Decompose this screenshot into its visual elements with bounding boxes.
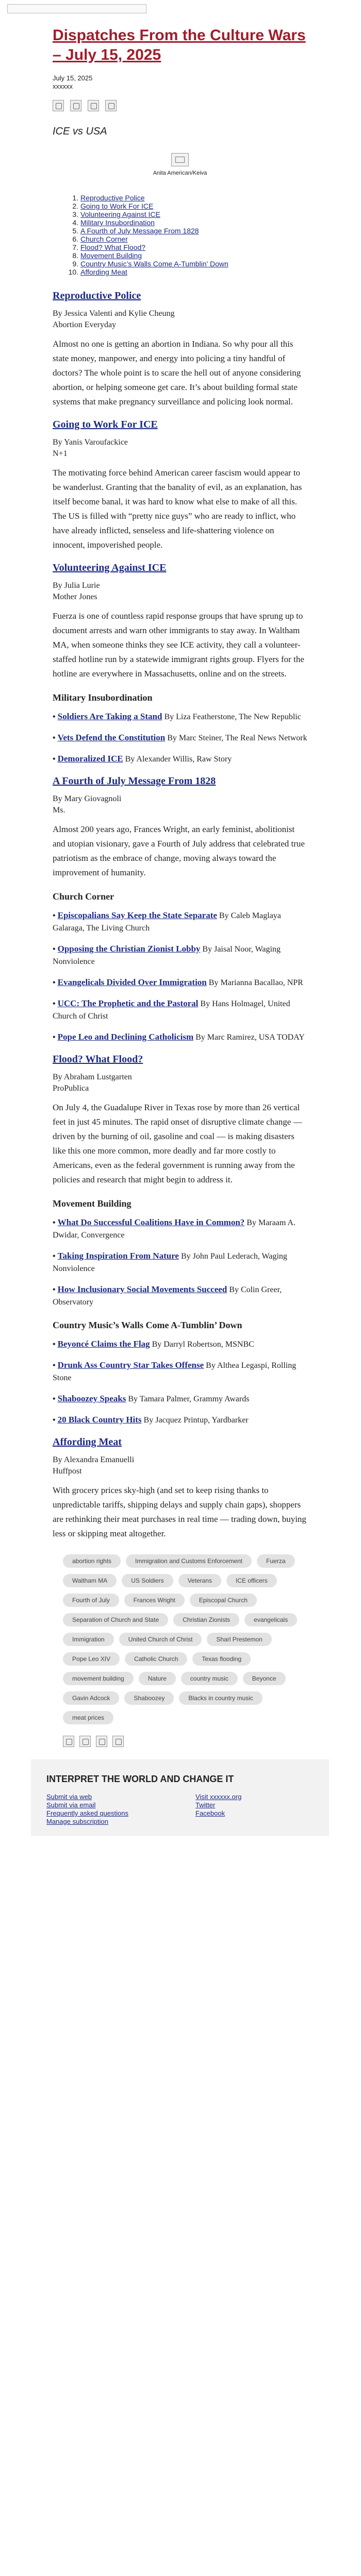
list-item-byline: By Alexander Willis, Raw Story [125,755,232,764]
footer-right-links [195,1793,314,1826]
toc-link[interactable]: Volunteering Against ICE [80,210,160,218]
tag-pill[interactable]: meat prices [63,1711,113,1724]
toc-item [80,194,329,202]
tag-pill[interactable]: Sharl Prestemon [207,1633,271,1646]
list-item: • Vets Defend the Constitution By Marc Steiner, The Real News Network [53,733,307,742]
tag-pill[interactable]: Texas flooding [192,1652,251,1666]
list-item-byline: By Maraam A. Dwidar, Convergence [53,1218,296,1240]
list-item-link[interactable]: Drunk Ass Country Star Takes Offense [57,1360,204,1370]
list-item: • UCC: The Prophetic and the Pastoral By Hans Holmagel, United Church of Christ [53,998,290,1021]
toc-link[interactable]: Country Music’s Walls Come A-Tumblin’ Down [80,260,228,268]
newsletter-body [31,15,329,1836]
toc-link[interactable]: Flood? What Flood? [80,243,146,251]
footer-social-row [63,1736,329,1747]
tag-pill[interactable]: Blacks in country music [179,1691,262,1705]
tag-pill[interactable]: Shaboozey [124,1691,174,1705]
list-item-link[interactable]: Pope Leo and Declining Catholicism [57,1032,194,1042]
list-item-link[interactable]: Episcopalians Say Keep the State Separate [57,910,217,920]
group-heading: Movement Building [53,1198,132,1209]
toc-item [80,251,329,260]
article-byline: By Yanis Varoufackice [53,438,128,447]
list-item: • Beyoncé Claims the Flag By Darryl Robertson, MSNBC [53,1339,254,1349]
submit-web-link[interactable]: Submit via web [46,1793,92,1801]
list-item-byline: By Hans Holmagel, United Church of Christ [53,999,290,1021]
list-item: • What Do Successful Coalitions Have in Common? By Maraam A. Dwidar, Convergence [53,1217,296,1240]
tag-pill[interactable]: Pope Leo XIV [63,1652,120,1666]
tag-pill[interactable]: Immigration [63,1633,114,1646]
hero-image-block [53,153,307,176]
list-item-link[interactable]: Demoralized ICE [57,754,123,764]
list-item: • Shaboozey Speaks By Tamara Palmer, Grammy Awards [53,1394,250,1403]
article-outlet: Ms. [53,806,65,815]
list-item-byline: By Marc Steiner, The Real News Network [167,734,307,742]
toc-link[interactable]: Military Insubordination [80,218,155,227]
manage-subscription-link[interactable]: Manage subscription [46,1818,108,1825]
article-excerpt: Fuerza is one of countless rapid response groups that have sprung up to document arrests and warn other immigrants to stay away. In Waltham MA, when someone thinks they see ICE activity, they call a volunteer-staffed hotline run by a statewide immigrant rights group. Flyers for the hotline are everywhere in Massachusetts, online and on the streets. [53,611,304,679]
article-byline: By Mary Giovagnoli [53,794,122,803]
tag-pill[interactable]: Veterans [178,1574,221,1587]
tag-pill[interactable]: Nature [139,1672,176,1685]
tag-pill[interactable]: abortion rights [63,1554,121,1568]
email-icon[interactable] [88,100,99,111]
list-item-link[interactable]: Taking Inspiration From Nature [57,1251,179,1261]
tag-pill[interactable]: Separation of Church and State [63,1613,168,1626]
article-excerpt: The motivating force behind American career fascism would appear to be wanderlust. Granting that the banality of evil, as an explanation, has itself become banal, it was hard to know what else to make of all this. The US is filled with “pretty nice guys” who are ready to inflict, who have already inflicted, senseless and life-shattering violence on innocent, impoverished people. [53,468,302,550]
list-item-link[interactable]: 20 Black Country Hits [57,1415,142,1425]
tag-pill[interactable]: United Church of Christ [119,1633,202,1646]
tag-pill[interactable]: Gavin Adcock [63,1691,119,1705]
article-volunteering [53,562,307,681]
article-excerpt: On July 4, the Guadalupe River in Texas rose by more than 26 vertical feet in just 45 minutes. The rapid onset of disruptive climate change — driven by the burning of oil, gasoline and coal — is making disasters like this one more common, more deadly and far more costly to Americans, even as the federal government is running away from the policies and research that might begin to address it. [53,1103,302,1184]
tag-pill[interactable]: Frances Wright [124,1594,185,1607]
toc-item [80,227,329,235]
list-item-link[interactable]: Evangelicals Divided Over Immigration [57,977,207,987]
tag-pill[interactable]: US Soldiers [122,1574,173,1587]
list-item-byline: By Liza Featherstone, The New Republic [164,713,301,721]
facebook-icon[interactable] [79,1736,91,1747]
group-heading: Church Corner [53,891,114,902]
article-title[interactable]: Reproductive Police [53,290,141,301]
list-item: • Pope Leo and Declining Catholicism By Marc Ramirez, USA TODAY [53,1032,305,1042]
footer-links [46,1793,314,1826]
article-reproductive [53,290,307,409]
article-excerpt: Almost 200 years ago, Frances Wright, an early feminist, abolitionist and utopian visionary, gave a Fourth of July address that celebrated true patriotism as the embrace of change, moving always toward the improvement of humanity. [53,824,305,877]
tag-pill[interactable]: movement building [63,1672,134,1685]
toc-link[interactable]: Reproductive Police [80,194,145,202]
tag-pill[interactable]: Episcopal Church [190,1594,257,1607]
list-item-byline: By Jaisal Noor, Waging Nonviolence [53,945,281,966]
toc-link[interactable]: Church Corner [80,235,128,243]
hero-image [171,153,189,166]
issue-kicker: ICE vs USA [53,126,107,137]
list-item: • 20 Black Country Hits By Jacquez Printup, Yardbarker [53,1415,249,1425]
group-heading: Country Music’s Walls Come A-Tumblin’ Down [53,1320,242,1330]
table-of-contents [67,194,329,276]
article-title[interactable]: Going to Work For ICE [53,419,158,430]
toc-item [80,260,329,268]
facebook-link[interactable]: Facebook [195,1809,225,1817]
hero-caption: Anita American/Keiva [153,170,207,176]
tag-pill[interactable]: Immigration and Customs Enforcement [126,1554,252,1568]
issue-date: July 15, 2025 [53,74,93,82]
list-item: • Soldiers Are Taking a Stand By Liza Featherstone, The New Republic [53,711,301,721]
header-placeholder-image [7,4,146,13]
social-share-row [53,100,307,111]
group-country [53,1320,307,1427]
article-outlet: Huffpost [53,1467,82,1476]
group-movement [53,1198,307,1309]
article-meat [53,1436,307,1541]
list-item-byline: By Althea Legaspi, Rolling Stone [53,1361,297,1382]
tag-pill[interactable]: Christian Zionists [173,1613,239,1626]
email-icon[interactable] [96,1736,107,1747]
masthead [31,15,329,194]
list-item: • Opposing the Christian Zionist Lobby By Jaisal Noor, Waging Nonviolence [53,944,281,966]
toc-item [80,202,329,210]
link-icon[interactable] [112,1736,124,1747]
toc-item [80,218,329,227]
list-item: • Evangelicals Divided Over Immigration By Marianna Bacallao, NPR [53,977,303,987]
article-outlet: ProPublica [53,1084,89,1093]
footer-left-links [46,1793,165,1826]
tag-pill[interactable]: country music [181,1672,238,1685]
tag-pill[interactable]: Catholic Church [125,1652,187,1666]
list-item-byline: By Caleb Maglaya Galaraga, The Living Church [53,911,281,933]
article-byline: By Julia Lurie [53,581,100,590]
article-outlet: Abortion Everyday [53,320,117,329]
toc-item [80,210,329,218]
article-flood [53,1053,307,1187]
article-work-for-ice [53,418,307,552]
article-byline: By Alexandra Emanuelli [53,1455,135,1464]
tag-pill[interactable]: ICE officers [226,1574,277,1587]
list-item-link[interactable]: Soldiers Are Taking a Stand [57,711,162,721]
facebook-icon[interactable] [70,100,81,111]
newsletter-title[interactable]: Dispatches From the Culture Wars – July 15, 2025 [53,27,306,63]
twitter-icon[interactable] [53,100,64,111]
footer [31,1759,329,1836]
article-title[interactable]: Flood? What Flood? [53,1054,143,1065]
list-item-link[interactable]: How Inclusionary Social Movements Succeed [57,1284,227,1294]
list-item-byline: By John Paul Lederach, Waging Nonviolence [53,1252,287,1273]
list-item-byline: By Darryl Robertson, MSNBC [152,1340,254,1349]
article-title[interactable]: Affording Meat [53,1436,122,1448]
toc-link[interactable]: Going to Work For ICE [80,202,154,210]
article-title[interactable]: A Fourth of July Message From 1828 [53,775,216,787]
list-item-link[interactable]: Vets Defend the Constitution [57,733,166,742]
article-outlet: N+1 [53,449,68,458]
list-item: • Episcopalians Say Keep the State Separate By Caleb Maglaya Galaraga, The Living Church [53,910,281,933]
list-item-link[interactable]: Beyoncé Claims the Flag [57,1339,150,1349]
toc-link[interactable]: Movement Building [80,251,142,260]
toc-link[interactable]: A Fourth of July Message From 1828 [80,227,199,235]
group-military [53,692,307,766]
faq-link[interactable]: Frequently asked questions [46,1809,128,1817]
toc-link[interactable]: Affording Meat [80,268,127,276]
article-title[interactable]: Volunteering Against ICE [53,562,167,573]
tag-pill[interactable]: Waltham MA [63,1574,117,1587]
link-icon[interactable] [105,100,117,111]
group-heading: Military Insubordination [53,692,153,703]
list-item-byline: By Tamara Palmer, Grammy Awards [128,1395,250,1403]
article-outlet: Mother Jones [53,592,97,601]
article-fourth-of-july [53,775,307,880]
tag-pill[interactable]: Fuerza [257,1554,294,1568]
article-byline: By Jessica Valenti and Kylie Cheung [53,309,175,318]
list-item-link[interactable]: UCC: The Prophetic and the Pastoral [57,998,199,1008]
list-item: • Taking Inspiration From Nature By John Paul Lederach, Waging Nonviolence [53,1251,287,1273]
list-item: • How Inclusionary Social Movements Succeed By Colin Greer, Observatory [53,1284,282,1307]
list-item: • Demoralized ICE By Alexander Willis, Raw Story [53,754,232,764]
toc-item [80,268,329,276]
twitter-link[interactable]: Twitter [195,1801,216,1809]
tag-cloud [63,1554,310,1724]
articles [31,290,329,1541]
submit-email-link[interactable]: Submit via email [46,1801,96,1809]
tag-pill[interactable]: Beyonce [243,1672,286,1685]
group-church [53,891,307,1044]
article-byline: By Abraham Lustgarten [53,1073,132,1081]
tag-pill[interactable]: evangelicals [244,1613,297,1626]
visit-site-link[interactable]: Visit xxxxxx.org [195,1793,242,1801]
list-item-byline: By Jacquez Printup, Yardbarker [143,1416,249,1425]
tag-pill[interactable]: Fourth of July [63,1594,119,1607]
list-item-byline: By Colin Greer, Observatory [53,1285,282,1307]
list-item: • Drunk Ass Country Star Takes Offense By Althea Legaspi, Rolling Stone [53,1360,297,1382]
issue-code: xxxxxx [53,82,73,90]
twitter-icon[interactable] [63,1736,74,1747]
list-item-byline: By Marianna Bacallao, NPR [208,978,303,987]
list-item-link[interactable]: Opposing the Christian Zionist Lobby [57,944,201,954]
article-excerpt: Almost no one is getting an abortion in Indiana. So why pour all this state money, manpower, and energy into policing a tiny handful of doctors? The whole point is to scare the hell out of anyone considering abortion, or helping someone get care. It’s about building formal state systems that make pregnancy surveillance and policing look normal. [53,339,301,406]
article-excerpt: With grocery prices sky-high (and set to keep rising thanks to unpredictable tariffs, shipping delays and supply chain gaps), shoppers are rethinking their meat purchases in real time — trading down, buying less or skipping meat altogether. [53,1485,306,1538]
toc-item [80,243,329,251]
toc-item [80,235,329,243]
list-item-link[interactable]: Shaboozey Speaks [57,1394,126,1403]
footer-heading: INTERPRET THE WORLD AND CHANGE IT [46,1774,234,1784]
list-item-link[interactable]: What Do Successful Coalitions Have in Common? [57,1217,245,1227]
list-item-byline: By Marc Ramirez, USA TODAY [195,1033,305,1042]
